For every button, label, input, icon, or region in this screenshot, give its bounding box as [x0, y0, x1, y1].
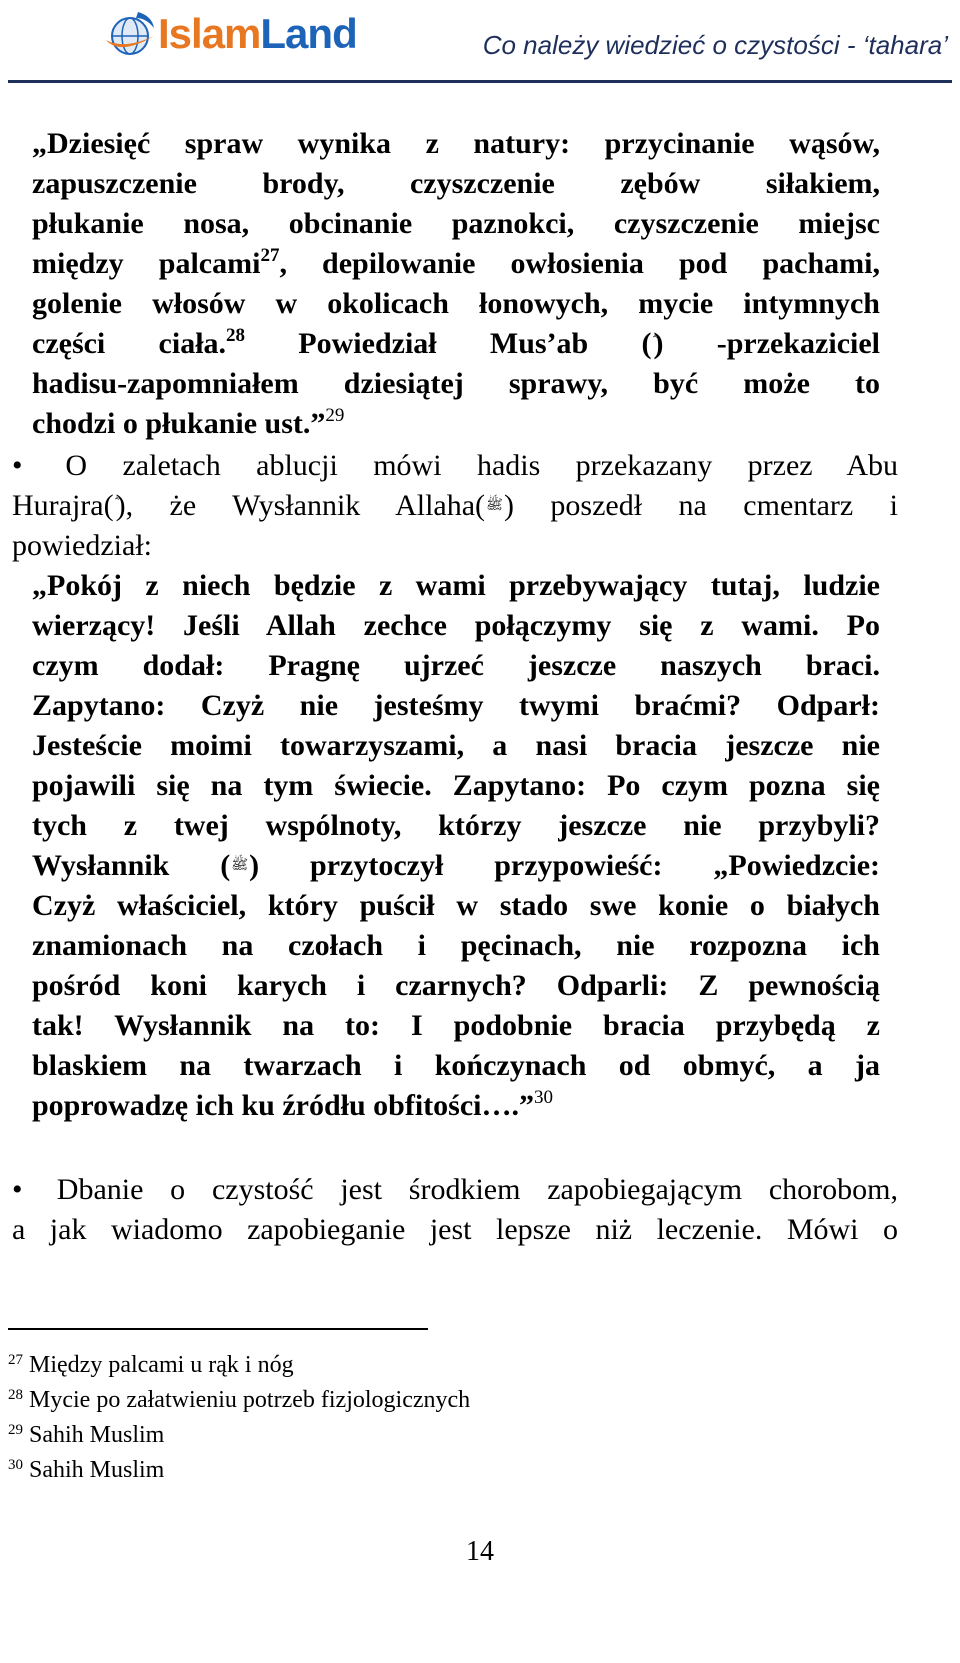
- logo-wordmark: [158, 8, 357, 60]
- body-text: ), że Wysłannik Allaha(: [115, 489, 486, 522]
- quote-line: „Pokój z niech będzie z wami przebywający tutaj, ludzie: [32, 569, 880, 602]
- footnote-text: Mycie po załatwieniu potrzeb fizjologicznych: [29, 1387, 471, 1413]
- page-header: [0, 0, 960, 80]
- quote-line: wierzący! Jeśli Allah zechce połączymy się z wami. Po: [32, 609, 880, 642]
- bullet-icon: •: [12, 449, 23, 482]
- footnote: [8, 1385, 470, 1415]
- body-text: , depilowanie owłosienia pod pachami,: [279, 247, 880, 280]
- body-line: [32, 324, 880, 364]
- footnote-ref-27: 27: [260, 245, 280, 266]
- body-line: a jak wiadomo zapobieganie jest lepsze niż leczenie. Mówi o: [12, 1213, 898, 1246]
- running-title: Co należy wiedzieć o czystości - ‘tahara’: [482, 30, 948, 60]
- body-text: Wysłannik (: [32, 849, 231, 882]
- footnote-number: 30: [8, 1457, 23, 1473]
- body-line: [12, 486, 898, 526]
- quote-line: [32, 1086, 880, 1126]
- footnote-ref-28: 28: [226, 325, 246, 346]
- footnote-text: Między palcami u rąk i nóg: [29, 1352, 294, 1378]
- body-line: „Dziesięć spraw wynika z natury: przycinanie wąsów,: [32, 127, 880, 160]
- body-line: zapuszczenie brody, czyszczenie zębów siłakiem,: [32, 167, 880, 200]
- quote-line: [32, 846, 880, 886]
- quote-line: czym dodał: Pragnę ujrzeć jeszcze naszych braci.: [32, 649, 880, 682]
- footnote-text: Sahih Muslim: [29, 1457, 165, 1483]
- footnote-text: Sahih Muslim: [29, 1422, 165, 1448]
- body-text: O zaletach ablucji mówi hadis przekazany przez Abu: [65, 449, 898, 482]
- quote-line: pośród koni karych i czarnych? Odparli: Z pewnością: [32, 969, 880, 1002]
- quote-line: znamionach na czołach i pęcinach, nie rozpozna ich: [32, 929, 880, 962]
- footnote-number: 29: [8, 1422, 23, 1438]
- header-rule: [8, 80, 952, 83]
- body-text: części ciała.: [32, 327, 227, 360]
- footnote: [8, 1350, 294, 1380]
- quote-line: pojawili się na tym świecie. Zapytano: Po czym pozna się: [32, 769, 880, 802]
- body-text: poprowadzę ich ku źródłu obfitości….”: [32, 1089, 534, 1122]
- body-line: płukanie nosa, obcinanie paznokci, czyszczenie miejsc: [32, 207, 880, 240]
- quote-line: blaskiem na twarzach i kończynach od obmyć, a ja: [32, 1049, 880, 1082]
- honorific-icon: ﷺ: [231, 858, 249, 873]
- crescent-globe-icon: [100, 6, 160, 62]
- footnote-ref-29: 29: [325, 405, 345, 426]
- quote-line: Zapytano: Czyż nie jesteśmy twymi braćmi? Odparł:: [32, 689, 880, 722]
- page-number: 14: [466, 1536, 494, 1567]
- body-line: hadisu-zapomniałem dziesiątej sprawy, być może to: [32, 367, 880, 400]
- body-text: między palcami: [32, 247, 261, 280]
- body-line: powiedział:: [12, 529, 152, 562]
- body-line: [32, 404, 880, 444]
- body-text: ) -przekaziciel: [653, 327, 880, 360]
- quote-line: Jesteście moimi towarzyszami, a nasi bracia jeszcze nie: [32, 729, 880, 762]
- body-line: [12, 1170, 898, 1210]
- body-line: golenie włosów w okolicach łonowych, mycie intymnych: [32, 287, 880, 320]
- footnote-separator: [8, 1328, 428, 1330]
- body-line: [32, 244, 880, 284]
- body-text: ) poszedł na cmentarz i: [503, 489, 898, 522]
- body-line: [12, 446, 898, 486]
- quote-line: tak! Wysłannik na to: I podobnie bracia przybędą z: [32, 1009, 880, 1042]
- footnote: [8, 1420, 164, 1450]
- footnote-number: 28: [8, 1387, 23, 1403]
- body-text: ) przytoczył przypowieść: „Powiedzcie:: [249, 849, 880, 882]
- logo-islam-text: Islam: [158, 10, 261, 57]
- quote-line: Czyż właściciel, który puścił w stado swe konie o białych: [32, 889, 880, 922]
- body-text: Dbanie o czystość jest środkiem zapobiegającym chorobom,: [56, 1173, 898, 1206]
- islamland-logo: [100, 6, 400, 66]
- bullet-icon: •: [12, 1173, 23, 1206]
- body-text: Powiedział Mus’ab (: [298, 327, 652, 360]
- body-text: Hurajra(: [12, 489, 114, 522]
- footnote-number: 27: [8, 1352, 23, 1368]
- body-text: chodzi o płukanie ust.”: [32, 407, 326, 440]
- logo-land-text: Land: [260, 10, 357, 57]
- honorific-icon: ﷺ: [486, 498, 503, 513]
- footnote-ref-30: 30: [534, 1087, 553, 1108]
- footnote: [8, 1455, 164, 1485]
- quote-line: tych z twej wspólnoty, którzy jeszcze nie przybyli?: [32, 809, 880, 842]
